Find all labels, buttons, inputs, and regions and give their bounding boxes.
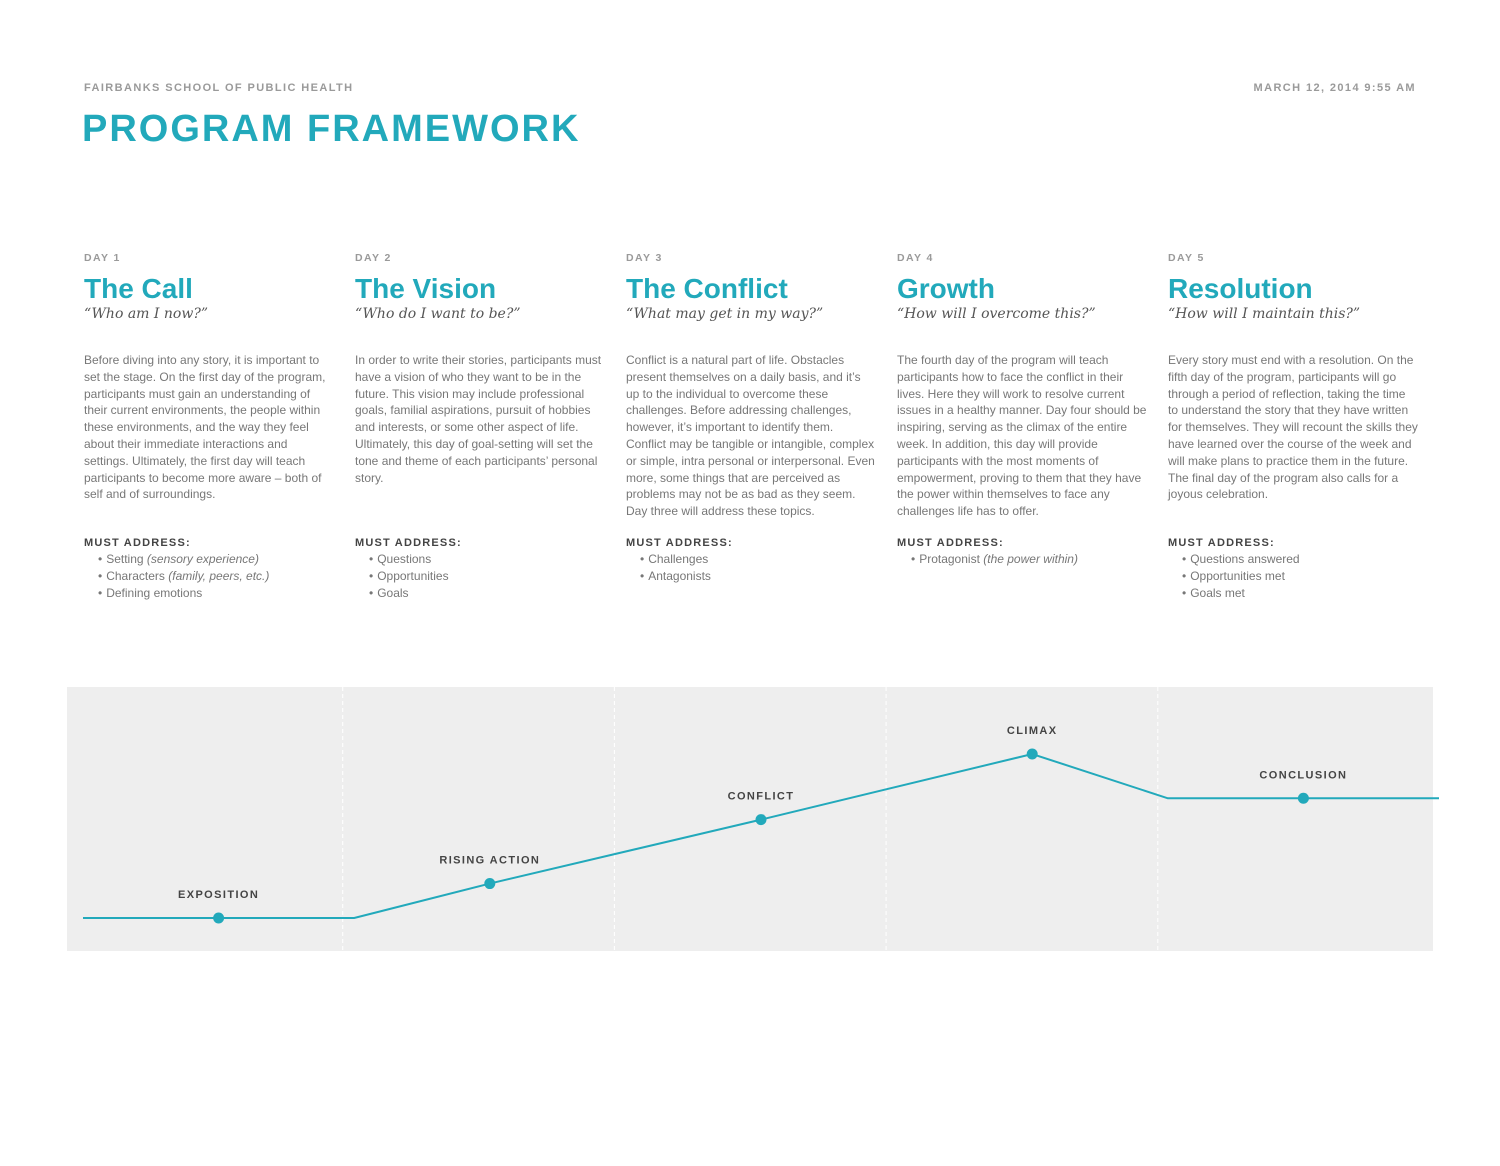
list-item-text: Opportunities met xyxy=(1190,568,1285,583)
must-address-label: MUST ADDRESS: xyxy=(84,537,191,549)
arc-point-label: EXPOSITION xyxy=(177,889,260,901)
must-address-label: MUST ADDRESS: xyxy=(355,537,462,549)
list-item-note: (sensory experience) xyxy=(146,552,259,566)
arc-point-label: CLIMAX xyxy=(1006,725,1058,737)
day-question: “Who do I want to be?” xyxy=(355,306,521,322)
arc-point-label: RISING ACTION xyxy=(439,854,541,867)
day-question: “What may get in my way?” xyxy=(626,306,824,322)
day-title: Growth xyxy=(897,273,995,304)
arc-point-conflict xyxy=(756,814,767,825)
arc-point-exposition xyxy=(213,913,224,924)
day-title: Resolution xyxy=(1168,273,1313,304)
arc-point-label: CONFLICT xyxy=(727,790,795,803)
timestamp: MARCH 12, 2014 9:55 AM xyxy=(1253,82,1416,94)
list-item-text: Goals xyxy=(377,585,409,600)
list-item-text: Opportunities xyxy=(377,568,449,583)
arc-point-climax xyxy=(1027,749,1038,760)
list-item-text: Antagonists xyxy=(648,568,711,583)
page-title: PROGRAM FRAMEWORK xyxy=(82,108,581,150)
day-title: The Vision xyxy=(355,273,497,304)
day-question: “How will I overcome this?” xyxy=(897,306,1096,322)
list-item-text: Goals met xyxy=(1190,585,1245,600)
must-address-label: MUST ADDRESS: xyxy=(1168,537,1275,549)
organization-name: FAIRBANKS SCHOOL OF PUBLIC HEALTH xyxy=(84,82,354,94)
day-question: “How will I maintain this?” xyxy=(1168,306,1361,322)
list-item-text: Protagonist xyxy=(919,552,984,566)
day-label: DAY 1 xyxy=(84,252,121,264)
list-item-text: Challenges xyxy=(648,552,709,566)
day-title: The Conflict xyxy=(626,273,788,304)
list-item-text: Defining emotions xyxy=(106,585,203,600)
list-item-text: Questions xyxy=(377,552,432,566)
day-label: DAY 5 xyxy=(1168,252,1205,264)
arc-point-label: CONCLUSION xyxy=(1259,769,1348,782)
day-description: The fourth day of the program will teach participants how to face the conflict in their lives. Here they will work to resolve current issues in a healthy manner. Day four should be inspiring, serving as the climax of the entire week. In addition, this day will provide participants with the most moments of empowerment, proving to them that they have the power within themselves to face any challenges life has to offer. xyxy=(897,353,1147,519)
must-address-label: MUST ADDRESS: xyxy=(626,537,733,549)
day-description: Before diving into any story, it is important to set the stage. On the first day of the program, participants must gain an understanding of their current environments, the people within these environments, and the way they feel about their immediate interactions and settings. Ultimately, the first day will teach participants to become more aware – both of self and of surroundings. xyxy=(84,353,326,502)
list-item-text: Questions answered xyxy=(1190,552,1300,566)
list-item-text: Setting xyxy=(106,552,147,566)
must-address-label: MUST ADDRESS: xyxy=(897,537,1004,549)
day-title: The Call xyxy=(84,273,193,304)
list-item-note: (the power within) xyxy=(983,552,1078,566)
list-item-note: (family, peers, etc.) xyxy=(168,568,270,583)
day-label: DAY 3 xyxy=(626,252,663,264)
day-label: DAY 4 xyxy=(897,252,934,264)
day-description: In order to write their stories, participants must have a vision of who they want to be in the future. This vision may include professional goals, familial aspirations, pursuit of hobbies and interests, or some other aspect of life. Ultimately, this day of goal-setting will set the tone and theme of each participants’ personal story. xyxy=(355,353,602,485)
day-question: “Who am I now?” xyxy=(84,306,208,322)
story-arc-line xyxy=(83,754,1439,918)
arc-point-rising-action xyxy=(484,878,495,889)
day-label: DAY 2 xyxy=(355,252,392,264)
day-description: Every story must end with a resolution. On the fifth day of the program, participants will go through a period of reflection, taking the time to understand the story that they have written for themselves. They will recount the skills they have learned over the course of the week and will make plans to practice them in the future. The final day of the program also calls for a joyous celebration. xyxy=(1168,353,1418,502)
list-item-text: Characters xyxy=(106,568,169,583)
arc-point-conclusion xyxy=(1298,793,1309,804)
day-description: Conflict is a natural part of life. Obstacles present themselves on a daily basis, and it’s up to the individual to overcome these challenges. Before addressing challenges, however, it’s important to identify them. Conflict may be tangible or intangible, complex or simple, intra personal or interpersonal. Even more, some things that are perceived as problems may not be as bad as they seem. Day three will address these topics. xyxy=(626,353,875,519)
